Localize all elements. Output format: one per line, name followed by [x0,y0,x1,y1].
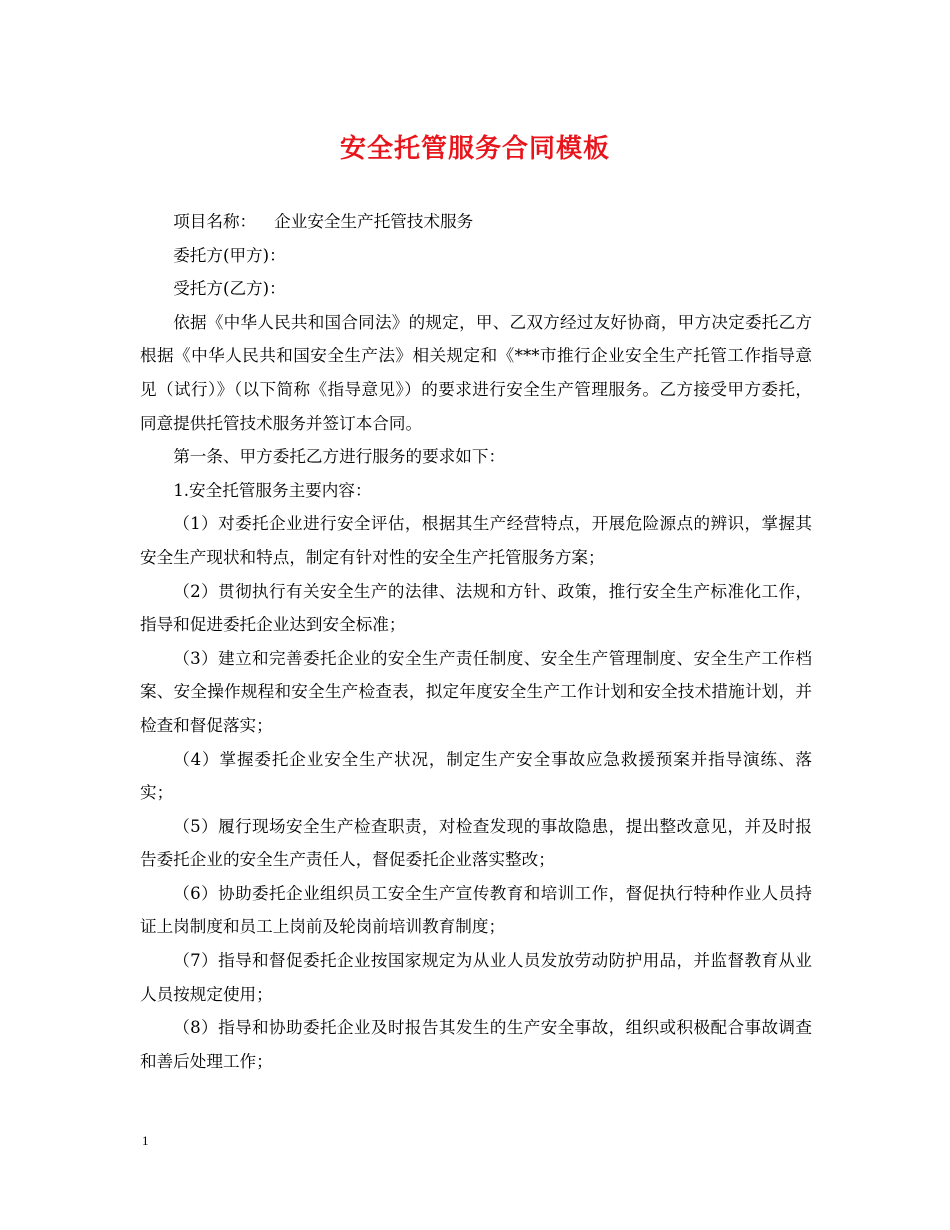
paragraph-item-7: （7）指导和督促委托企业按国家规定为从业人员发放劳动防护用品，并监督教育从业人员按规定使用； [140,951,812,1004]
document-title: 安全托管服务合同模板 [339,134,610,164]
paragraph-item-2: （2）贯彻执行有关安全生产的法律、法规和方针、政策，推行安全生产标准化工作，指导和促进委托企业达到安全标准； [140,581,812,635]
project-name-line [140,205,812,239]
paragraph-item-8: （8）指导和协助委托企业及时报告其发生的生产安全事故，组织或积极配合事故调查和善后处理工作； [140,1018,812,1071]
project-name-value: 企业安全生产托管技术服务 [274,212,474,231]
project-name-label: 项目名称： [173,212,257,231]
paragraph-article-1: 第一条、甲方委托乙方进行服务的要求如下： [173,447,506,467]
paragraph-section-1: 1.安全托管服务主要内容： [173,480,372,500]
page-number: 1 [142,1133,149,1148]
paragraph-item-5: （5）履行现场安全生产检查职责，对检查发现的事故隐患，提出整改意见，并及时报告委托企业的安全生产责任人，督促委托企业落实整改； [140,816,812,870]
paragraph-item-1: （1）对委托企业进行安全评估，根据其生产经营特点，开展危险源点的辨识，掌握其安全生产现状和特点，制定有针对性的安全生产托管服务方案； [140,514,812,567]
paragraph-item-6: （6）协助委托企业组织员工安全生产宣传教育和培训工作，督促执行特种作业人员持证上岗制度和员工上岗前及轮岗前培训教育制度； [140,883,812,937]
paragraph-item-3: （3）建立和完善委托企业的安全生产责任制度、安全生产管理制度、安全生产工作档案、安全操作规程和安全生产检查表，拟定年度安全生产工作计划和安全技术措施计划，并检查和督促落实； [140,648,812,735]
party-a-line: 委托方(甲方)： [173,245,286,265]
paragraph-preamble: 依据《中华人民共和国合同法》的规定，甲、乙双方经过友好协商，甲方决定委托乙方根据《中华人民共和国安全生产法》相关规定和《***市推行企业安全生产托管工作指导意见（试行）》（以下简称《指导意见》）的要求进行安全生产管理服务。乙方接受甲方委托，同意提供托管技术服务并签订本合同。 [140,312,812,433]
party-b-line: 受托方(乙方)： [173,279,286,299]
document-body [140,205,812,1078]
paragraph-item-4: （4）掌握委托企业安全生产状况，制定生产安全事故应急救援预案并指导演练、落实； [140,749,812,803]
